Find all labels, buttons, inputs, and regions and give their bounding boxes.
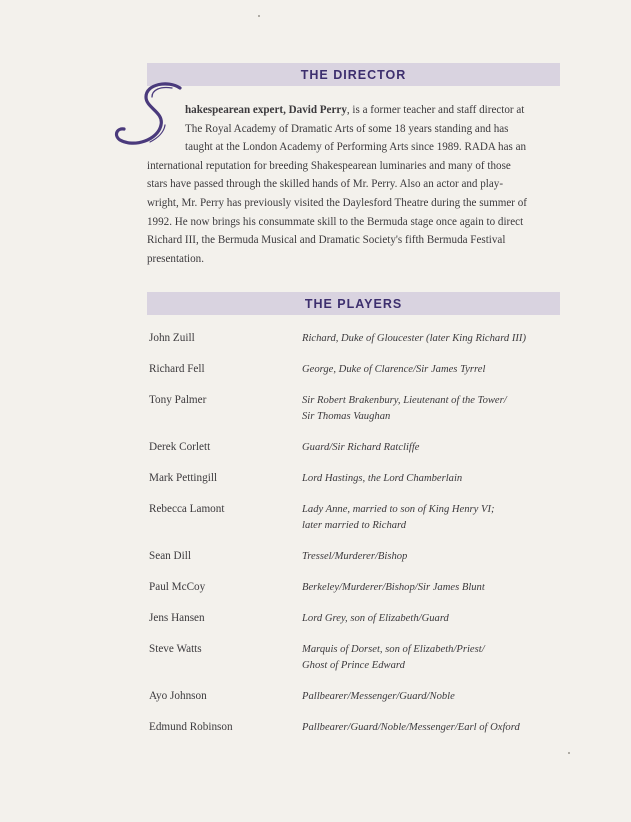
- role-line: Pallbearer/Messenger/Guard/Noble: [302, 691, 455, 702]
- role-line: Pallbearer/Guard/Noble/Messenger/Earl of Oxford: [302, 722, 520, 733]
- role-line: Marquis of Dorset, son of Elizabeth/Priest/: [302, 644, 485, 655]
- bio-line: [147, 101, 565, 120]
- role-line: later married to Richard: [302, 519, 407, 531]
- actor-name: Tony Palmer: [149, 394, 207, 406]
- director-bio: [147, 101, 565, 268]
- bio-text: international reputation for breeding Shakespearean luminaries and many of those: [147, 159, 511, 172]
- director-heading: THE DIRECTOR: [147, 63, 560, 86]
- bio-text: taught at the London Academy of Performing Arts since 1989. RADA has an: [185, 141, 527, 154]
- bio-line: [147, 194, 565, 213]
- role-line: Guard/Sir Richard Ratcliffe: [302, 442, 420, 453]
- page-speck: [568, 752, 570, 754]
- bio-line: [147, 175, 565, 194]
- bio-line: [147, 138, 565, 157]
- role-name: [302, 720, 572, 736]
- role-name: [302, 440, 572, 456]
- actor-name: Ayo Johnson: [149, 690, 207, 702]
- bio-text: , is a former teacher and staff director at: [346, 104, 525, 116]
- bio-line: [147, 250, 565, 269]
- role-name: [302, 642, 572, 673]
- role-line: Sir Robert Brakenbury, Lieutenant of the Tower/: [302, 395, 507, 406]
- role-name: [302, 502, 572, 533]
- role-name: [302, 611, 572, 627]
- bio-text: The Royal Academy of Dramatic Arts of some 18 years standing and has: [185, 122, 509, 135]
- bio-text: wright, Mr. Perry has previously visited the Daylesford Theatre during the summer of: [147, 196, 527, 209]
- actor-name: Jens Hansen: [149, 612, 205, 624]
- bio-bold-text: hakespearean expert, David Perry: [185, 104, 347, 116]
- bio-line: [147, 213, 565, 232]
- bio-line: [147, 157, 565, 176]
- role-name: [302, 471, 572, 487]
- bio-text: 1992. He now brings his consummate skill to the Bermuda stage once again to direct: [147, 215, 524, 228]
- actor-name: Rebecca Lamont: [149, 503, 225, 515]
- players-heading: THE PLAYERS: [147, 292, 560, 315]
- bio-text: Richard III, the Bermuda Musical and Dramatic Society's fifth Bermuda Festival: [147, 234, 506, 247]
- role-line: Richard, Duke of Gloucester (later King Richard III): [302, 333, 526, 344]
- role-name: [302, 549, 572, 565]
- actor-name: Richard Fell: [149, 363, 205, 375]
- role-name: [302, 689, 572, 705]
- page-speck: [258, 15, 260, 17]
- bio-line: [147, 120, 565, 139]
- role-name: [302, 393, 572, 424]
- role-line: Ghost of Prince Edward: [302, 659, 405, 671]
- actor-name: Paul McCoy: [149, 581, 206, 593]
- actor-name: Derek Corlett: [149, 441, 211, 453]
- actor-name: John Zuill: [149, 332, 195, 344]
- actor-name: Mark Pettingill: [149, 472, 218, 484]
- bio-line: [147, 231, 565, 250]
- actor-name: Steve Watts: [149, 643, 202, 655]
- role-line: Sir Thomas Vaughan: [302, 410, 391, 422]
- bio-text: stars have passed through the skilled hands of Mr. Perry. Also an actor and play-: [147, 178, 504, 191]
- role-line: Lady Anne, married to son of King Henry VI;: [302, 504, 495, 515]
- actor-name: Sean Dill: [149, 550, 191, 562]
- actor-name: Edmund Robinson: [149, 721, 233, 733]
- role-line: Lord Grey, son of Elizabeth/Guard: [302, 613, 449, 624]
- role-line: Berkeley/Murderer/Bishop/Sir James Blunt: [302, 582, 485, 593]
- role-name: [302, 362, 572, 378]
- role-name: [302, 580, 572, 596]
- role-name: [302, 331, 572, 347]
- role-line: George, Duke of Clarence/Sir James Tyrrel: [302, 364, 486, 375]
- role-line: Tressel/Murderer/Bishop: [302, 551, 408, 562]
- role-line: Lord Hastings, the Lord Chamberlain: [302, 473, 463, 484]
- bio-text: presentation.: [147, 252, 204, 265]
